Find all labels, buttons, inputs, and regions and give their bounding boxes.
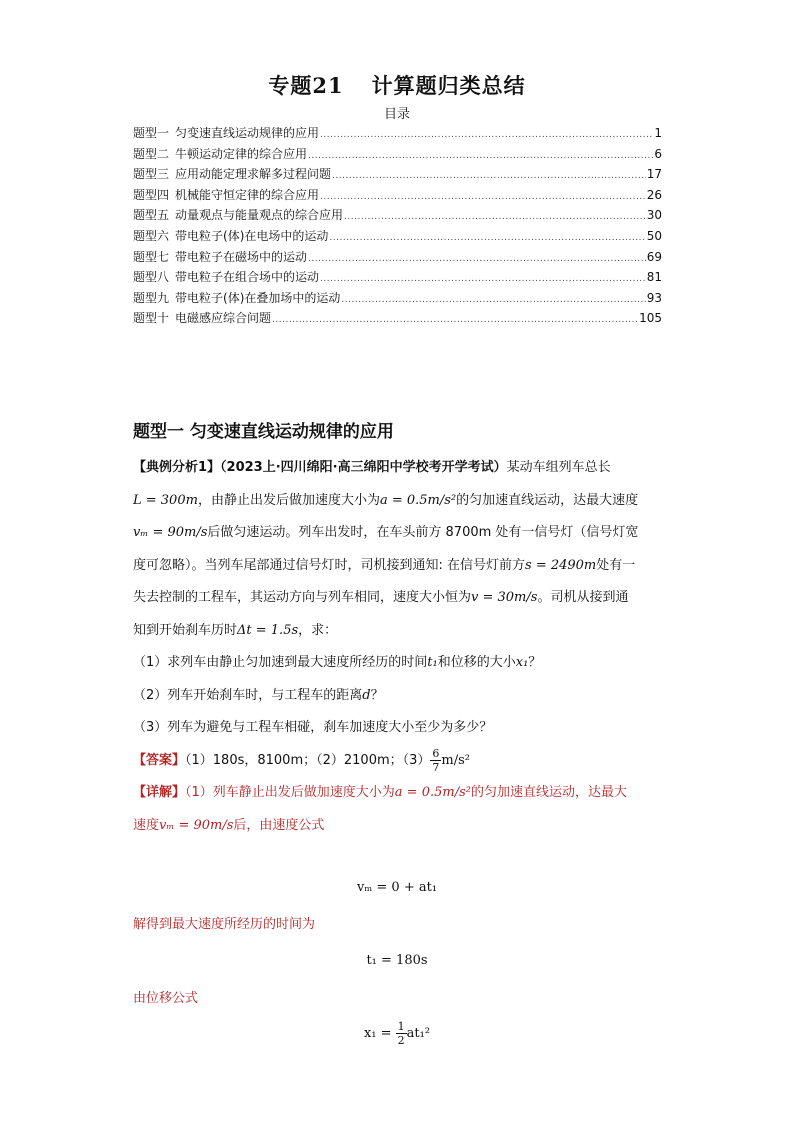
example-tag: 【典例分析1】 — [133, 460, 221, 475]
detail-line-3: 解得到最大速度所经历的时间为 — [133, 917, 316, 932]
detail-line-2: 速度vₘ = 90m/s后，由速度公式 — [133, 817, 325, 833]
page-title — [0, 70, 794, 100]
toc-entry[interactable]: 题型九 带电粒子(体)在叠加场中的运动 ..... 93 — [133, 289, 662, 310]
toc-entry[interactable]: 题型七 带电粒子在磁场中的运动 ..... 69 — [133, 248, 662, 269]
answer-tag: 【答案】 — [133, 752, 186, 768]
toc-heading: 目录 — [383, 107, 410, 122]
toc-entry[interactable]: 题型五 动量观点与能量观点的综合应用 ..... 30 — [133, 206, 662, 227]
equation-time: t₁ = 180s — [366, 953, 428, 968]
answer-fraction: $\frac{6}{7}$ — [432, 746, 440, 774]
question-2: （2）列车开始刹车时，与工程车的距离d？ — [133, 687, 384, 703]
question-3: （3）列车为避免与工程车相碰，刹车加速度大小至少为多少？ — [133, 720, 493, 735]
example-source: （2023上·四川绵阳·高三绵阳中学校考开学考试） — [220, 460, 507, 475]
table-of-contents — [133, 124, 662, 330]
section-heading: 题型一 匀变速直线运动规律的应用 — [133, 422, 394, 442]
title-number: 21 — [312, 73, 344, 98]
toc-entry[interactable]: 题型十 电磁感应综合问题 ..... 105 — [133, 309, 662, 330]
toc-entry[interactable]: 题型八 带电粒子在组合场中的运动 ..... 81 — [133, 268, 662, 289]
toc-entry[interactable]: 题型四 机械能守恒定律的综合应用 ..... 26 — [133, 186, 662, 207]
detail-line-4: 由位移公式 — [133, 991, 199, 1006]
detail-tag: 【详解】 — [133, 785, 186, 800]
question-1: （1）求列车由静止匀加速到最大速度所经历的时间t₁和位移的大小x₁？ — [133, 655, 542, 670]
toc-entry[interactable]: 题型六 带电粒子(体)在电场中的运动 ..... 50 — [133, 227, 662, 248]
title-prefix: 专题 — [268, 73, 313, 98]
toc-entry[interactable]: 题型一 匀变速直线运动规律的应用 ..... 1 — [133, 124, 662, 145]
title-text: 计算题归类总结 — [371, 73, 526, 98]
equation-displacement: x₁ = $\frac{1}{2}$ at₁² — [363, 1020, 431, 1047]
answer-line: 【答案】（1）180s，8100m；（2）2100m；（3） $\frac{6}{7}$ m/s² — [133, 746, 471, 774]
problem-statement: 【典例分析1】（2023上·四川绵阳·高三绵阳中学校考开学考试）某动车组列车总长 L = 300m，由静止出发后做加速度大小为a = 0.5m/s²的匀加速直线运动，达最大速度 vₘ = 90m/s后做匀速运动。列车出发时，在车头前方 8700m 处有一信号灯（信号灯宽 度可忽略）。当列车尾部通过信号灯时，司机接到通知: 在信号灯前方s = 2490m处有一 失去控制的工程车，其运动方向与列车相同，速度大小恒为v = 30m/s。司机从接到通 知到开始刹车历时Δt = 1.5s，求： （1）求列车由静止匀加速到最大速度所经历的时间t₁和位移的大小x₁？ （2）列车开始刹车时，与工程车的距离d？ （3）列车为避免与工程车相碰，刹车加速度大小至少为多少？ 【答案】（1）180s，8100m；（2）2100m；（3） $\frac{6}{7}$ m/s² 【详解】（1）列车静止出发后做加速度大小为a = 0.5m/s²的匀加速直线运动，达最大 速度vₘ = 90m/s后，由速度公式 — [133, 452, 663, 842]
detail-line-1: 【详解】（1）列车静止出发后做加速度大小为a = 0.5m/s²的匀加速直线运动，达最大 — [133, 785, 627, 800]
equation-velocity: vₘ = 0 + at₁ — [356, 880, 438, 895]
toc-entry[interactable]: 题型三 应用动能定理求解多过程问题 ..... 17 — [133, 165, 662, 186]
toc-entry[interactable]: 题型二 牛顿运动定律的综合应用 ..... 6 — [133, 145, 662, 166]
